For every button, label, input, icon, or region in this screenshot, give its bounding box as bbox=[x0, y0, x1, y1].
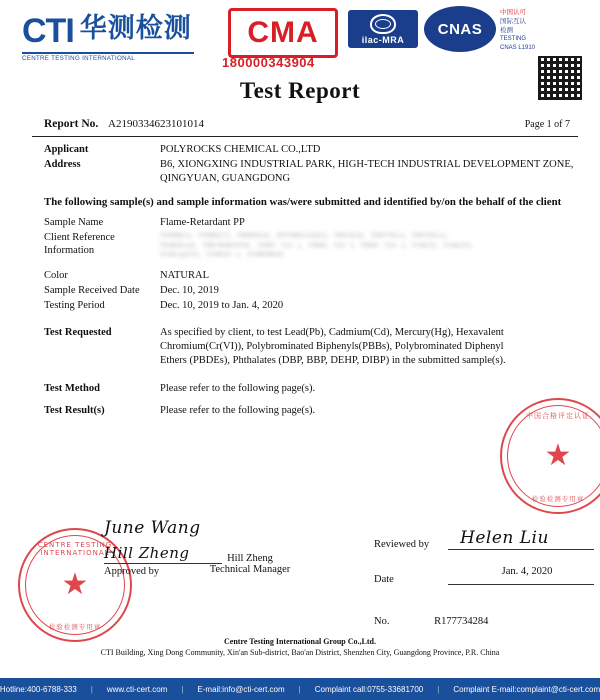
footer-company: Centre Testing International Group Co.,Ltd. bbox=[224, 637, 376, 646]
reviewer-signature: Helen Liu bbox=[448, 528, 594, 550]
test-requested-line-2: Chromium(Cr(VI)), Polybrominated Biphenyls(PBBs), Polybrominated Diphenyl bbox=[160, 340, 504, 352]
client-reference-blur-line-1: TDMB(1), TNMK(7), TRMW(4), KPTMEG(4)(5), TREX(4), TRETN(1), TRETK(1), bbox=[160, 232, 448, 239]
manager-signature: Hill Zheng bbox=[104, 544, 190, 562]
cti-logo-subtitle: CENTRE TESTING INTERNATIONAL bbox=[22, 55, 136, 62]
cnas-line1: 中国认可 bbox=[500, 8, 526, 16]
cnas-line4: TESTING bbox=[500, 36, 527, 42]
approved-by-label: Approved by bbox=[104, 566, 160, 577]
report-number-label: Report No. bbox=[44, 118, 99, 130]
report-no-label: No. bbox=[374, 616, 390, 627]
page-indicator: Page 1 of 7 bbox=[524, 119, 570, 130]
report-number-value: A2190334623101014 bbox=[108, 118, 204, 130]
client-reference-value-blurred bbox=[160, 231, 574, 260]
report-number-row bbox=[44, 118, 570, 130]
footer-address-line: CTI Building, Xing Dong Community, Xin'an Sub-district, Bao'an District, Shenzhen City, Guangdong Province, P.R. China bbox=[100, 648, 500, 657]
cnas-logo bbox=[424, 6, 496, 52]
certification-stamp-right-bottom-text: 检验检测专用章 bbox=[531, 495, 585, 503]
color-label: Color bbox=[44, 269, 68, 281]
cnas-label: CNAS bbox=[437, 20, 483, 38]
manager-title: Technical Manager bbox=[209, 564, 291, 575]
testing-period-row bbox=[44, 299, 574, 312]
testing-period-label: Testing Period bbox=[44, 299, 105, 311]
certification-stamp-right bbox=[500, 398, 600, 514]
sample-received-date-value: Dec. 10, 2019 bbox=[160, 284, 219, 296]
cnas-accreditation-text bbox=[500, 8, 556, 53]
cnas-line2: 国际互认 bbox=[500, 17, 526, 25]
footer-website[interactable]: www.cti-cert.com bbox=[106, 684, 168, 694]
test-result-row bbox=[44, 404, 574, 417]
test-requested-line-3: Ethers (PBDEs), Phthalates (DBP, BBP, DEHP, DIBP) in the submitted sample(s). bbox=[160, 354, 506, 366]
certification-stamp-left-bottom-text: 检验检测专用章 bbox=[48, 623, 102, 631]
color-row bbox=[44, 269, 574, 282]
cti-logo-rule bbox=[22, 52, 194, 54]
footer-contact-bar bbox=[0, 678, 600, 700]
address-line-2: QINGYUAN, GUANGDONG bbox=[160, 173, 291, 184]
test-result-value: Please refer to the following page(s). bbox=[160, 404, 316, 416]
client-reference-blur-line-2: TEMDL(4), TMCRMENTK, TERT C(3 ), TMBL T(9 ), TRRF C(4 ), TAR(5), TAB(25), bbox=[160, 241, 474, 249]
footer-complaint-call[interactable]: Complaint call:0755-33681700 bbox=[314, 684, 424, 694]
color-value: NATURAL bbox=[160, 269, 209, 281]
star-icon-right: ★ bbox=[544, 439, 572, 472]
report-body bbox=[44, 143, 574, 419]
cnas-line5: CNAS L1910 bbox=[500, 45, 536, 51]
reviewed-by-label: Reviewed by bbox=[374, 539, 430, 550]
cti-logo-chinese: 华测检测 bbox=[79, 13, 192, 44]
cma-label: CMA bbox=[247, 16, 319, 49]
footer-hotline[interactable]: Hotline:400-6788-333 bbox=[0, 684, 77, 694]
client-reference-label-line2: Information bbox=[44, 245, 95, 256]
report-no-row bbox=[374, 616, 488, 627]
sample-received-date-row bbox=[44, 284, 574, 297]
certification-stamp-right-top-text: 中国合格评定认证 bbox=[526, 412, 590, 420]
test-requested-value bbox=[160, 326, 574, 368]
footer-sep-3: | bbox=[298, 684, 301, 694]
date-value: Jan. 4, 2020 bbox=[448, 566, 594, 585]
cma-logo bbox=[228, 8, 338, 58]
test-result-label: Test Result(s) bbox=[44, 404, 105, 416]
applicant-row bbox=[44, 143, 574, 156]
test-requested-line-1: As specified by client, to test Lead(Pb), Cadmium(Cd), Mercury(Hg), Hexavalent bbox=[160, 326, 504, 338]
spacer-before-test-method bbox=[44, 370, 574, 382]
submission-note: The following sample(s) and sample information was/were submitted and identified by/on the behalf of the client bbox=[44, 196, 562, 208]
spacer-before-test-result bbox=[44, 397, 574, 404]
date-label: Date bbox=[374, 574, 394, 585]
cti-logo bbox=[22, 14, 192, 48]
test-method-label: Test Method bbox=[44, 382, 100, 394]
ilac-label: ilac-MRA bbox=[361, 34, 405, 45]
footer-address bbox=[0, 636, 600, 658]
sample-name-row bbox=[44, 216, 574, 229]
test-requested-row bbox=[44, 326, 574, 368]
star-icon-left: ★ bbox=[61, 568, 89, 601]
report-header bbox=[0, 0, 600, 112]
page-title: Test Report bbox=[239, 78, 361, 103]
applicant-label: Applicant bbox=[44, 144, 89, 155]
cma-number: 180000343904 bbox=[222, 55, 315, 70]
test-method-row bbox=[44, 382, 574, 395]
test-requested-label: Test Requested bbox=[44, 326, 112, 338]
date-row bbox=[374, 566, 594, 585]
client-reference-row bbox=[44, 231, 574, 260]
footer-complaint-email[interactable]: Complaint E-mail:complaint@cti-cert.com bbox=[453, 684, 600, 694]
test-method-value: Please refer to the following page(s). bbox=[160, 382, 316, 394]
reviewed-by-row bbox=[374, 528, 594, 550]
manager-name: Hill Zheng bbox=[227, 553, 273, 564]
address-row bbox=[44, 158, 574, 186]
approval-block bbox=[104, 518, 314, 575]
testing-period-value: Dec. 10, 2019 to Jan. 4, 2020 bbox=[160, 299, 284, 311]
spacer-after-client-ref bbox=[44, 262, 574, 269]
cti-logo-underline-group bbox=[22, 50, 194, 62]
sample-name-label: Sample Name bbox=[44, 217, 104, 228]
address-line-1: B6, XIONGXING INDUSTRIAL PARK, HIGH-TECH INDUSTRIAL DEVELOPMENT ZONE, bbox=[160, 159, 574, 170]
ilac-mra-logo bbox=[348, 10, 418, 48]
footer-sep-2: | bbox=[181, 684, 184, 694]
address-label: Address bbox=[44, 159, 81, 170]
cti-logo-letters: CTI bbox=[22, 12, 74, 50]
footer-sep-4: | bbox=[437, 684, 440, 694]
sample-received-date-label: Sample Received Date bbox=[44, 284, 140, 296]
client-reference-blur-line-3: TAM-(p)T(), TAMJ(4 ), TAMEM(4) bbox=[160, 251, 284, 258]
client-reference-label bbox=[44, 231, 160, 260]
report-no-value: R177734284 bbox=[434, 616, 489, 627]
footer-email[interactable]: E-mail:info@cti-cert.com bbox=[197, 684, 285, 694]
sample-name-value: Flame-Retardant PP bbox=[160, 217, 245, 228]
address-value bbox=[160, 158, 574, 186]
header-divider bbox=[32, 136, 578, 137]
spacer-before-test-requested bbox=[44, 314, 574, 326]
client-reference-label-line1: Client Reference bbox=[44, 232, 115, 243]
certification-stamp-left-top-text: CENTRE TESTING INTERNATIONAL bbox=[37, 541, 113, 557]
applicant-value: POLYROCKS CHEMICAL CO.,LTD bbox=[160, 144, 321, 155]
cnas-oval bbox=[424, 6, 496, 52]
ilac-badge-icon bbox=[370, 14, 396, 34]
cnas-line3: 检测 bbox=[500, 26, 513, 34]
approver-signature: June Wang bbox=[104, 518, 201, 538]
footer-sep-1: | bbox=[90, 684, 93, 694]
review-block bbox=[374, 528, 594, 601]
